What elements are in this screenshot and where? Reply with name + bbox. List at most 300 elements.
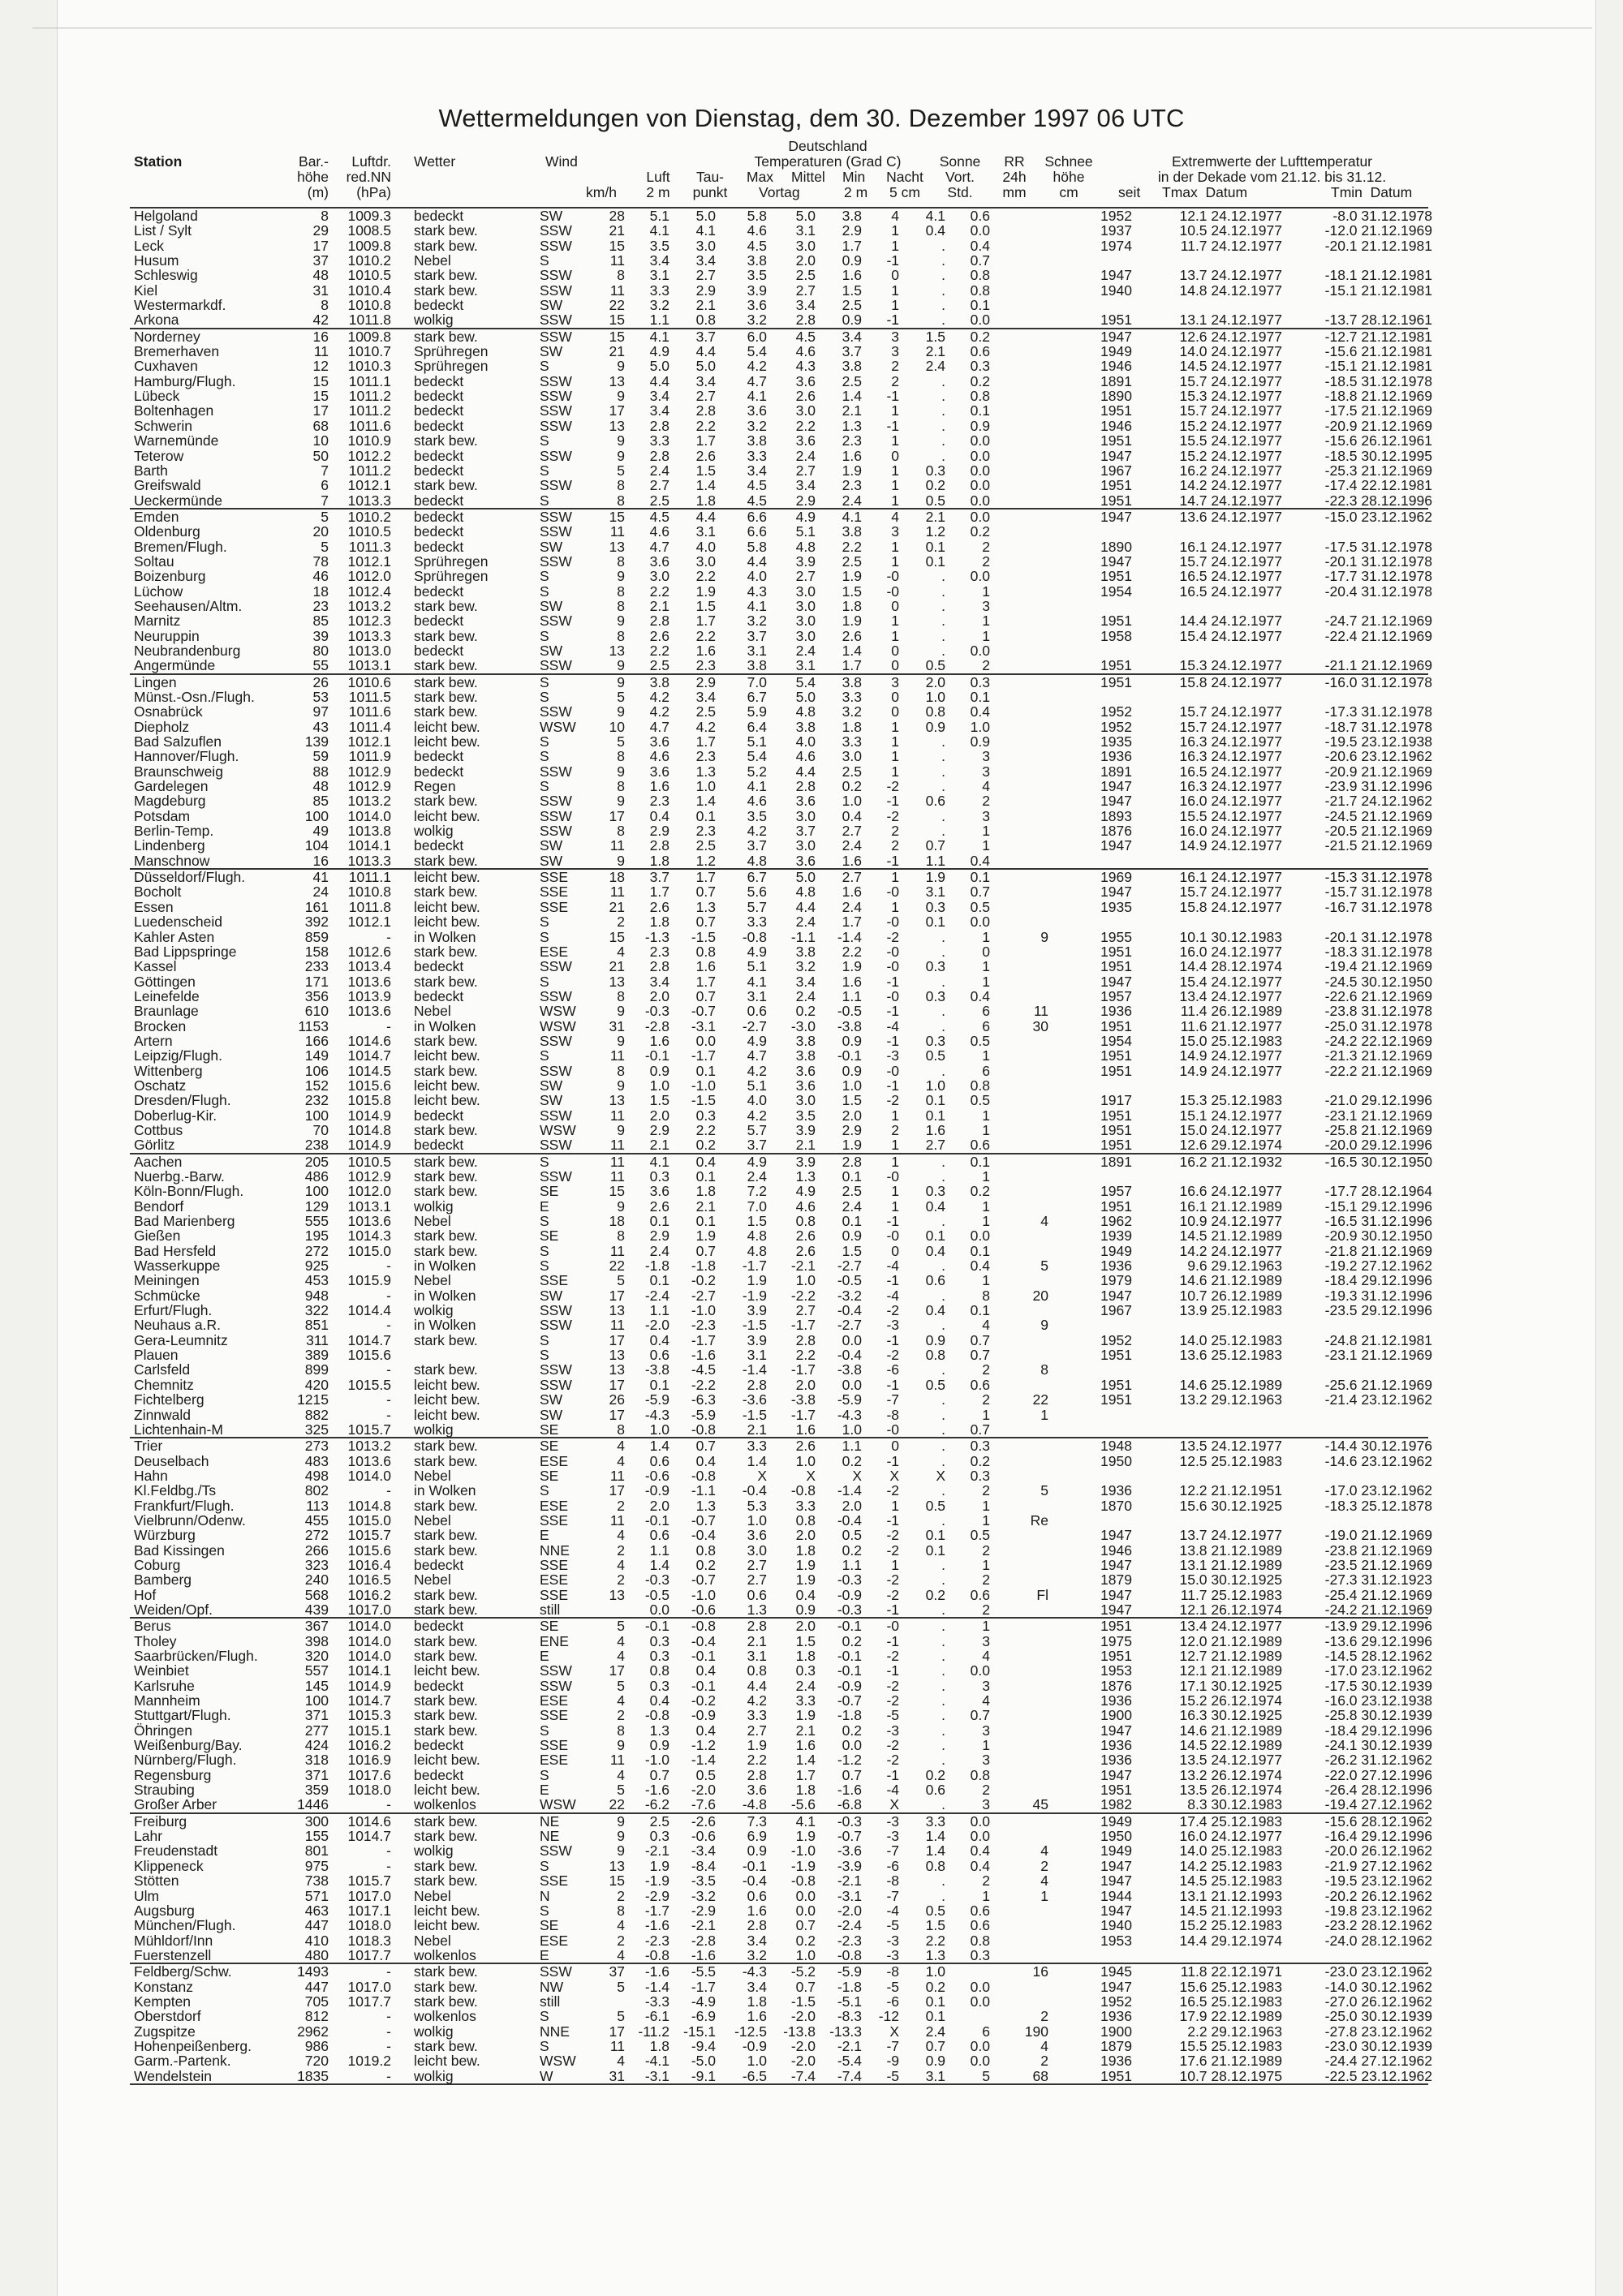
- cell-tmin: -26.2 31.12.1962: [1286, 1752, 1432, 1767]
- cell-sonne: 1.3: [905, 1948, 945, 1963]
- cell-bar-hoehe: 568: [288, 1588, 329, 1602]
- cell-seit: 1947: [1091, 1588, 1132, 1602]
- cell-sonne: .: [905, 239, 945, 253]
- cell-mittel: 2.7: [768, 1303, 816, 1318]
- station-group: [130, 1619, 1428, 1813]
- cell-sonne: 1.1: [905, 853, 945, 868]
- cell-mittel: 4.6: [768, 344, 816, 359]
- cell-wind-dir: SW: [540, 1078, 588, 1093]
- cell-sonne: 0.1: [905, 1994, 945, 2009]
- cell-seit: 1947: [1091, 1873, 1132, 1888]
- table-row: [130, 1513, 1428, 1528]
- cell-tmax: 16.6 24.12.1977: [1136, 1184, 1282, 1198]
- cell-sonne: .: [905, 1634, 945, 1649]
- cell-station: Meiningen: [134, 1273, 288, 1288]
- cell-seit: 1951: [1091, 658, 1132, 673]
- cell-nacht: 1: [868, 463, 899, 478]
- cell-min: -3.1: [817, 1889, 862, 1903]
- cell-max: -1.4: [718, 1362, 767, 1377]
- cell-sonne: .: [905, 1663, 945, 1678]
- cell-rr: 0.3: [949, 675, 990, 690]
- cell-wind-kmh: 5: [588, 1273, 625, 1288]
- cell-wind-dir: SSE: [540, 1588, 588, 1602]
- cell-tmax: 12.1 26.12.1974: [1136, 1602, 1282, 1617]
- cell-mittel: 2.4: [768, 643, 816, 658]
- cell-min: 3.2: [817, 704, 862, 719]
- cell-rr: 3: [949, 1752, 990, 1767]
- cell-max: 6.4: [718, 720, 767, 734]
- cell-nacht: 2: [868, 823, 899, 838]
- cell-seit: 1947: [1091, 793, 1132, 808]
- cell-nacht: -1: [868, 1513, 899, 1528]
- table-row: [130, 884, 1428, 899]
- cell-min: -2.1: [817, 1873, 862, 1888]
- cell-wetter: wolkig: [414, 2069, 511, 2083]
- cell-wind-kmh: 9: [588, 1814, 625, 1829]
- cell-station: Teterow: [134, 449, 288, 463]
- cell-luftdruck: -: [329, 2039, 391, 2053]
- cell-taupunkt: -1.8: [672, 1258, 716, 1273]
- cell-min: 0.2: [817, 779, 862, 793]
- cell-station: Karlsruhe: [134, 1679, 288, 1693]
- cell-nacht: -0: [868, 1619, 899, 1633]
- cell-luft: 3.4: [629, 974, 669, 989]
- cell-luft: 0.3: [629, 1829, 669, 1843]
- table-row: [130, 1408, 1428, 1422]
- cell-min: 2.5: [817, 1184, 862, 1198]
- cell-wetter: Nebel: [414, 1513, 511, 1528]
- cell-mittel: 3.8: [768, 1048, 816, 1063]
- cell-min: 0.4: [817, 809, 862, 823]
- cell-luftdruck: -: [329, 1797, 391, 1812]
- cell-taupunkt: -0.7: [672, 1004, 716, 1018]
- cell-max: 3.8: [718, 253, 767, 268]
- cell-mittel: 5.0: [768, 209, 816, 223]
- cell-min: 2.5: [817, 554, 862, 569]
- cell-taupunkt: -1.4: [672, 1752, 716, 1767]
- cell-min: -2.1: [817, 2039, 862, 2053]
- cell-station: Klippeneck: [134, 1859, 288, 1873]
- cell-taupunkt: 2.9: [672, 283, 716, 298]
- cell-nacht: 4: [868, 510, 899, 524]
- cell-taupunkt: -0.6: [672, 1602, 716, 1617]
- cell-rr: 5: [949, 2069, 990, 2083]
- cell-nacht: -1: [868, 419, 899, 433]
- cell-sonne: 2.4: [905, 2024, 945, 2039]
- cell-rr: 2: [949, 793, 990, 808]
- cell-wind-dir: SSE: [540, 1273, 588, 1288]
- cell-luftdruck: -: [329, 2009, 391, 2023]
- cell-luftdruck: 1011.9: [329, 749, 391, 763]
- cell-bar-hoehe: 8: [288, 209, 329, 223]
- cell-wind-kmh: 17: [588, 1378, 625, 1392]
- cell-rr: 1: [949, 1048, 990, 1063]
- cell-taupunkt: -0.1: [672, 1649, 716, 1663]
- cell-wind-kmh: 8: [588, 823, 625, 838]
- cell-mittel: 1.0: [768, 1273, 816, 1288]
- cell-sonne: 0.5: [905, 658, 945, 673]
- cell-nacht: -5: [868, 1918, 899, 1933]
- cell-taupunkt: 1.8: [672, 493, 716, 508]
- cell-wind-kmh: 9: [588, 1829, 625, 1843]
- cell-mittel: 2.0: [768, 1619, 816, 1633]
- cell-luft: 2.6: [629, 1199, 669, 1214]
- cell-nacht: -2: [868, 1679, 899, 1693]
- cell-tmax: 11.7 24.12.1977: [1136, 239, 1282, 253]
- cell-min: -1.8: [817, 1980, 862, 1994]
- cell-luft: 1.0: [629, 1422, 669, 1437]
- cell-luft: 2.9: [629, 1228, 669, 1243]
- cell-max: 3.4: [718, 1933, 767, 1948]
- cell-tmin: -20.0 29.12.1996: [1286, 1137, 1432, 1152]
- cell-rr: 0.4: [949, 1843, 990, 1858]
- cell-seit: 1952: [1091, 704, 1132, 719]
- cell-seit: 1936: [1091, 1258, 1132, 1273]
- cell-wind-dir: SSE: [540, 870, 588, 884]
- cell-tmax: 15.0 30.12.1925: [1136, 1572, 1282, 1587]
- cell-wind-dir: S: [540, 569, 588, 583]
- cell-max: 6.7: [718, 870, 767, 884]
- cell-luftdruck: 1014.4: [329, 1303, 391, 1318]
- cell-rr: 0.8: [949, 283, 990, 298]
- cell-taupunkt: 0.4: [672, 1663, 716, 1678]
- cell-nacht: -1: [868, 853, 899, 868]
- cell-sonne: .: [905, 1693, 945, 1708]
- table-row: [130, 1154, 1428, 1169]
- cell-wetter: bedeckt: [414, 1619, 511, 1633]
- cell-luft: -4.1: [629, 2053, 669, 2068]
- cell-rr: 0.0: [949, 2039, 990, 2053]
- cell-min: 2.9: [817, 223, 862, 238]
- table-row: [130, 1782, 1428, 1797]
- cell-nacht: -0: [868, 1064, 899, 1078]
- cell-sonne: 0.9: [905, 720, 945, 734]
- cell-mittel: 4.8: [768, 884, 816, 899]
- cell-mittel: 4.3: [768, 359, 816, 373]
- cell-taupunkt: 4.0: [672, 540, 716, 554]
- cell-tmax: 16.5 24.12.1977: [1136, 569, 1282, 583]
- cell-wind-dir: still: [540, 1602, 588, 1617]
- cell-wind-dir: SW: [540, 1288, 588, 1303]
- cell-rr: 0.7: [949, 1348, 990, 1362]
- table-row: [130, 283, 1428, 298]
- cell-tmin: -22.4 21.12.1969: [1286, 629, 1432, 643]
- cell-seit: 1947: [1091, 1768, 1132, 1782]
- cell-seit: 1900: [1091, 2024, 1132, 2039]
- cell-taupunkt: 0.7: [672, 1244, 716, 1258]
- cell-nacht: -7: [868, 1392, 899, 1407]
- cell-seit: 1944: [1091, 1889, 1132, 1903]
- cell-max: 0.6: [718, 1004, 767, 1018]
- table-row: [130, 419, 1428, 433]
- cell-wetter: stark bew.: [414, 1708, 511, 1722]
- cell-min: -0.1: [817, 1663, 862, 1678]
- cell-wind-kmh: 9: [588, 569, 625, 583]
- cell-nacht: -3: [868, 1048, 899, 1063]
- cell-nacht: -0: [868, 1169, 899, 1184]
- cell-min: 1.1: [817, 1438, 862, 1453]
- header-tmin-datum: Tmin Datum: [1331, 185, 1412, 200]
- cell-seit: 1947: [1091, 1602, 1132, 1617]
- cell-tmax: 13.1 21.12.1989: [1136, 1558, 1282, 1572]
- cell-min: 1.9: [817, 959, 862, 974]
- cell-tmin: -21.0 29.12.1996: [1286, 1093, 1432, 1107]
- cell-sonne: .: [905, 1169, 945, 1184]
- cell-seit: 1947: [1091, 268, 1132, 282]
- cell-seit: 1951: [1091, 1782, 1132, 1797]
- cell-luftdruck: 1013.3: [329, 853, 391, 868]
- cell-schnee: 20: [998, 1288, 1048, 1303]
- cell-wind-kmh: 9: [588, 1078, 625, 1093]
- cell-taupunkt: -0.2: [672, 1273, 716, 1288]
- cell-min: 0.2: [817, 1454, 862, 1468]
- cell-luftdruck: 1010.7: [329, 344, 391, 359]
- cell-seit: 1951: [1091, 1348, 1132, 1362]
- cell-tmin: -22.0 27.12.1996: [1286, 1768, 1432, 1782]
- cell-rr: 0.0: [949, 449, 990, 463]
- cell-luftdruck: 1013.3: [329, 629, 391, 643]
- cell-luft: 3.6: [629, 734, 669, 749]
- cell-seit: 1936: [1091, 2009, 1132, 2023]
- header-extremwerte: Extremwerte der Lufttemperatur in der Dekade vom 21.12. bis 31.12.: [1116, 154, 1428, 185]
- cell-wind-kmh: 11: [588, 1513, 625, 1528]
- cell-bar-hoehe: 311: [288, 1333, 329, 1348]
- cell-tmin: -25.4 21.12.1969: [1286, 1588, 1432, 1602]
- cell-luft: 5.0: [629, 359, 669, 373]
- cell-wind-kmh: 15: [588, 930, 625, 944]
- cell-mittel: 0.3: [768, 1663, 816, 1678]
- cell-tmax: 12.5 25.12.1983: [1136, 1454, 1282, 1468]
- cell-rr: 0.3: [949, 359, 990, 373]
- cell-tmin: -16.5 30.12.1950: [1286, 1154, 1432, 1169]
- cell-wind-kmh: 15: [588, 1184, 625, 1198]
- cell-seit: 1951: [1091, 1123, 1132, 1137]
- cell-rr: 4: [949, 1649, 990, 1663]
- cell-wind-kmh: 9: [588, 1738, 625, 1752]
- table-row: [130, 675, 1428, 690]
- cell-mittel: 2.8: [768, 312, 816, 327]
- cell-wetter: Sprühregen: [414, 554, 511, 569]
- cell-wetter: wolkenlos: [414, 1797, 511, 1812]
- cell-wind-dir: S: [540, 2009, 588, 2023]
- cell-wind-kmh: 11: [588, 253, 625, 268]
- cell-seit: 1951: [1091, 675, 1132, 690]
- cell-sonne: 0.5: [905, 493, 945, 508]
- cell-wind-dir: NNE: [540, 1543, 588, 1558]
- cell-wetter: bedeckt: [414, 419, 511, 433]
- cell-rr: 0.1: [949, 1154, 990, 1169]
- cell-min: 1.6: [817, 974, 862, 989]
- cell-mittel: 2.4: [768, 1679, 816, 1693]
- cell-rr: 1: [949, 974, 990, 989]
- cell-min: 2.0: [817, 1108, 862, 1123]
- cell-luft: 1.4: [629, 1438, 669, 1453]
- cell-rr: 0.0: [949, 312, 990, 327]
- cell-wetter: in Wolken: [414, 1258, 511, 1273]
- cell-seit: 1951: [1091, 1649, 1132, 1663]
- cell-luftdruck: 1012.9: [329, 764, 391, 779]
- cell-nacht: 0: [868, 658, 899, 673]
- cell-tmax: 14.9 24.12.1977: [1136, 1048, 1282, 1063]
- cell-seit: 1891: [1091, 374, 1132, 389]
- cell-schnee: 1: [998, 1408, 1048, 1422]
- cell-mittel: 3.8: [768, 1034, 816, 1048]
- cell-nacht: -3: [868, 1814, 899, 1829]
- cell-wind-dir: SSW: [540, 389, 588, 403]
- cell-seit: 1947: [1091, 884, 1132, 899]
- cell-rr: 1: [949, 959, 990, 974]
- cell-rr: 0.0: [949, 1994, 990, 2009]
- cell-wind-kmh: 8: [588, 599, 625, 613]
- cell-luftdruck: 1017.0: [329, 1602, 391, 1617]
- cell-min: 4.1: [817, 510, 862, 524]
- cell-mittel: X: [768, 1468, 816, 1483]
- cell-nacht: 1: [868, 734, 899, 749]
- cell-luftdruck: 1015.9: [329, 1273, 391, 1288]
- cell-bar-hoehe: 12: [288, 359, 329, 373]
- cell-max: -0.9: [718, 2039, 767, 2053]
- cell-station: Chemnitz: [134, 1378, 288, 1392]
- table-row: [130, 1333, 1428, 1348]
- cell-wind-kmh: 11: [588, 524, 625, 539]
- cell-wetter: stark bew.: [414, 884, 511, 899]
- cell-luft: 2.0: [629, 989, 669, 1004]
- cell-wind-kmh: 8: [588, 629, 625, 643]
- cell-rr: 0.5: [949, 1093, 990, 1107]
- cell-rr: 0.4: [949, 704, 990, 719]
- cell-mittel: 3.1: [768, 223, 816, 238]
- cell-mittel: 0.0: [768, 1889, 816, 1903]
- cell-wind-kmh: 11: [588, 1244, 625, 1258]
- cell-station: Ulm: [134, 1889, 288, 1903]
- cell-taupunkt: 1.7: [672, 870, 716, 884]
- cell-wind-kmh: 37: [588, 1964, 625, 1979]
- cell-wind-dir: SSW: [540, 239, 588, 253]
- cell-mittel: 3.0: [768, 809, 816, 823]
- cell-bar-hoehe: 145: [288, 1679, 329, 1693]
- cell-station: Stötten: [134, 1873, 288, 1888]
- table-row: [130, 1468, 1428, 1483]
- cell-max: 3.6: [718, 1782, 767, 1797]
- table-row: [130, 253, 1428, 268]
- cell-wind-kmh: 26: [588, 1392, 625, 1407]
- cell-mittel: 3.4: [768, 478, 816, 492]
- cell-luft: 1.7: [629, 884, 669, 899]
- cell-tmax: 14.6 21.12.1989: [1136, 1723, 1282, 1738]
- cell-nacht: -0: [868, 959, 899, 974]
- table-row: [130, 374, 1428, 389]
- cell-wetter: stark bew.: [414, 1588, 511, 1602]
- cell-wetter: stark bew.: [414, 2039, 511, 2053]
- cell-station: Kahler Asten: [134, 930, 288, 944]
- cell-seit: 1951: [1091, 1064, 1132, 1078]
- cell-max: 7.3: [718, 1814, 767, 1829]
- cell-rr: 6: [949, 1064, 990, 1078]
- cell-bar-hoehe: 439: [288, 1602, 329, 1617]
- cell-seit: 1876: [1091, 1679, 1132, 1693]
- table-row: [130, 613, 1428, 628]
- cell-wetter: bedeckt: [414, 584, 511, 599]
- cell-bar-hoehe: 5: [288, 510, 329, 524]
- cell-luftdruck: 1011.1: [329, 870, 391, 884]
- cell-wetter: stark bew.: [414, 283, 511, 298]
- cell-tmax: 13.5 26.12.1974: [1136, 1782, 1282, 1797]
- cell-min: 2.8: [817, 1154, 862, 1169]
- cell-wind-kmh: 11: [588, 838, 625, 853]
- cell-wind-kmh: 5: [588, 1980, 625, 1994]
- cell-station: Bremen/Flugh.: [134, 540, 288, 554]
- cell-luftdruck: -: [329, 1408, 391, 1422]
- cell-wetter: leicht bew.: [414, 2053, 511, 2068]
- cell-wind-dir: SSW: [540, 613, 588, 628]
- cell-taupunkt: 1.7: [672, 974, 716, 989]
- cell-luft: 3.4: [629, 403, 669, 418]
- cell-luftdruck: 1017.0: [329, 1889, 391, 1903]
- cell-max: 3.9: [718, 283, 767, 298]
- cell-tmin: -21.1 21.12.1969: [1286, 658, 1432, 673]
- cell-mittel: 3.8: [768, 944, 816, 959]
- cell-wind-dir: SW: [540, 1408, 588, 1422]
- cell-nacht: -0: [868, 884, 899, 899]
- cell-luft: -1.4: [629, 1980, 669, 1994]
- cell-wetter: wolkig: [414, 823, 511, 838]
- cell-luftdruck: 1014.7: [329, 1829, 391, 1843]
- cell-seit: 1951: [1091, 1108, 1132, 1123]
- cell-min: 2.5: [817, 374, 862, 389]
- cell-wind-dir: SSW: [540, 764, 588, 779]
- cell-mittel: 2.2: [768, 1348, 816, 1362]
- cell-nacht: -2: [868, 1693, 899, 1708]
- cell-tmax: 15.0 24.12.1977: [1136, 1123, 1282, 1137]
- cell-wetter: stark bew.: [414, 1873, 511, 1888]
- cell-tmax: 14.0 25.12.1983: [1136, 1333, 1282, 1348]
- table-row: [130, 1814, 1428, 1829]
- cell-tmin: -19.8 23.12.1962: [1286, 1903, 1432, 1918]
- cell-luft: 2.8: [629, 838, 669, 853]
- cell-tmin: -14.6 23.12.1962: [1286, 1454, 1432, 1468]
- cell-station: Westermarkdf.: [134, 298, 288, 312]
- cell-wind-dir: S: [540, 1333, 588, 1348]
- cell-luftdruck: -: [329, 1483, 391, 1498]
- cell-bar-hoehe: 100: [288, 809, 329, 823]
- cell-seit: 1900: [1091, 1708, 1132, 1722]
- cell-luft: -4.3: [629, 1408, 669, 1422]
- cell-nacht: -3: [868, 1723, 899, 1738]
- cell-tmin: -20.1 31.12.1978: [1286, 930, 1432, 944]
- cell-tmin: -21.4 23.12.1962: [1286, 1392, 1432, 1407]
- cell-sonne: 1.0: [905, 1964, 945, 1979]
- cell-taupunkt: 3.4: [672, 253, 716, 268]
- cell-nacht: -4: [868, 1782, 899, 1797]
- table-row: [130, 312, 1428, 327]
- cell-taupunkt: -3.4: [672, 1843, 716, 1858]
- cell-bar-hoehe: 371: [288, 1708, 329, 1722]
- cell-station: Neubrandenburg: [134, 643, 288, 658]
- cell-luftdruck: 1010.6: [329, 675, 391, 690]
- cell-taupunkt: 3.4: [672, 690, 716, 704]
- cell-luftdruck: 1015.1: [329, 1723, 391, 1738]
- cell-nacht: -0: [868, 1228, 899, 1243]
- cell-tmin: -18.8 21.12.1969: [1286, 389, 1432, 403]
- cell-max: 4.2: [718, 823, 767, 838]
- cell-nacht: -1: [868, 1273, 899, 1288]
- cell-luft: 2.5: [629, 658, 669, 673]
- cell-station: Mannheim: [134, 1693, 288, 1708]
- cell-max: 4.9: [718, 944, 767, 959]
- cell-taupunkt: 0.1: [672, 1214, 716, 1228]
- cell-bar-hoehe: 272: [288, 1528, 329, 1542]
- cell-nacht: -3: [868, 1318, 899, 1332]
